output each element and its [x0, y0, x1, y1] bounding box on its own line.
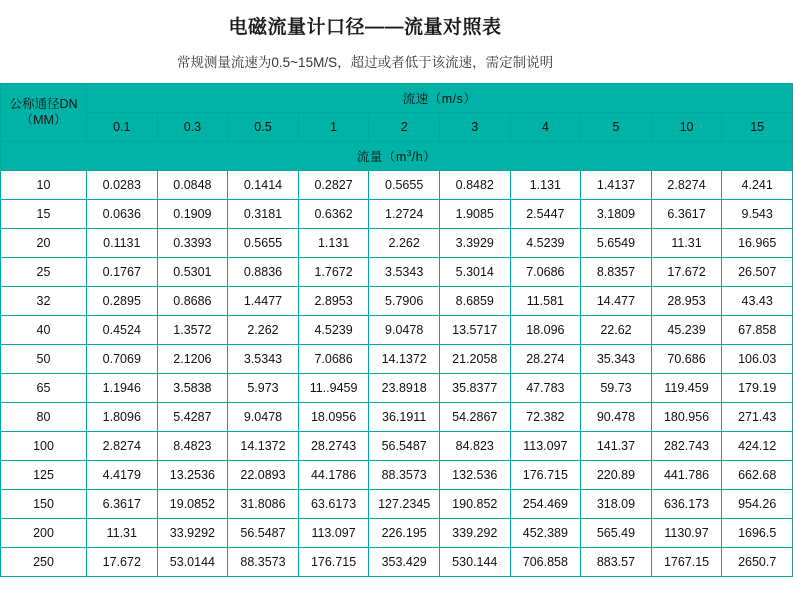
- cell-value: 565.49: [581, 519, 652, 548]
- cell-value: 3.5343: [228, 345, 299, 374]
- cell-value: 4.5239: [298, 316, 369, 345]
- cell-value: 13.2536: [157, 461, 228, 490]
- table-row: [1, 171, 793, 200]
- cell-value: 31.8086: [228, 490, 299, 519]
- header-speed-col-6: 4: [510, 113, 581, 142]
- cell-value: 4.5239: [510, 229, 581, 258]
- cell-value: 353.429: [369, 548, 440, 577]
- cell-value: 0.2827: [298, 171, 369, 200]
- cell-value: 254.469: [510, 490, 581, 519]
- cell-value: 56.5487: [228, 519, 299, 548]
- header-flow: [1, 142, 793, 171]
- cell-value: 13.5717: [439, 316, 510, 345]
- cell-value: 6.3617: [87, 490, 158, 519]
- cell-value: 5.7906: [369, 287, 440, 316]
- cell-value: 0.3181: [228, 200, 299, 229]
- cell-value: 4.241: [722, 171, 793, 200]
- cell-value: 190.852: [439, 490, 510, 519]
- cell-value: 1.131: [298, 229, 369, 258]
- header-speed-col-3: 1: [298, 113, 369, 142]
- cell-value: 0.4524: [87, 316, 158, 345]
- cell-value: 18.0956: [298, 403, 369, 432]
- cell-value: 8.4823: [157, 432, 228, 461]
- cell-value: 8.8357: [581, 258, 652, 287]
- table-row: [1, 403, 793, 432]
- cell-value: 176.715: [298, 548, 369, 577]
- cell-value: 0.2895: [87, 287, 158, 316]
- table-header-row-2: [1, 113, 793, 142]
- cell-value: 11.581: [510, 287, 581, 316]
- header-dn: [1, 84, 87, 142]
- cell-value: 954.26: [722, 490, 793, 519]
- cell-value: 3.1809: [581, 200, 652, 229]
- cell-value: 59.73: [581, 374, 652, 403]
- cell-value: 636.173: [651, 490, 722, 519]
- cell-value: 47.783: [510, 374, 581, 403]
- cell-value: 56.5487: [369, 432, 440, 461]
- cell-value: 2.5447: [510, 200, 581, 229]
- cell-value: 220.89: [581, 461, 652, 490]
- cell-value: 43.43: [722, 287, 793, 316]
- header-speed: 流速（m/s）: [87, 84, 793, 113]
- cell-value: 33.9292: [157, 519, 228, 548]
- cell-value: 141.37: [581, 432, 652, 461]
- cell-value: 883.57: [581, 548, 652, 577]
- cell-value: 14.477: [581, 287, 652, 316]
- cell-value: 2.8274: [87, 432, 158, 461]
- cell-value: 17.672: [651, 258, 722, 287]
- header-speed-col-9: 15: [722, 113, 793, 142]
- cell-value: 2.262: [369, 229, 440, 258]
- cell-value: 2.8953: [298, 287, 369, 316]
- cell-value: 22.62: [581, 316, 652, 345]
- cell-value: 45.239: [651, 316, 722, 345]
- cell-dn: 250: [1, 548, 87, 577]
- cell-value: 88.3573: [228, 548, 299, 577]
- page-title: 电磁流量计口径——流量对照表: [228, 17, 502, 38]
- header-speed-col-7: 5: [581, 113, 652, 142]
- header-flow-suffix: /h）: [411, 150, 437, 164]
- table-body: [1, 171, 793, 577]
- cell-value: 3.5838: [157, 374, 228, 403]
- cell-value: 424.12: [722, 432, 793, 461]
- cell-value: 70.686: [651, 345, 722, 374]
- cell-value: 0.5655: [228, 229, 299, 258]
- header-speed-col-1: 0.3: [157, 113, 228, 142]
- cell-value: 18.096: [510, 316, 581, 345]
- cell-value: 706.858: [510, 548, 581, 577]
- cell-value: 1.131: [510, 171, 581, 200]
- cell-value: 9.0478: [369, 316, 440, 345]
- table-row: [1, 200, 793, 229]
- table-row: [1, 432, 793, 461]
- cell-value: 7.0686: [510, 258, 581, 287]
- cell-value: 23.8918: [369, 374, 440, 403]
- cell-value: 36.1911: [369, 403, 440, 432]
- cell-value: 6.3617: [651, 200, 722, 229]
- cell-value: 54.2867: [439, 403, 510, 432]
- table-row: [1, 519, 793, 548]
- cell-value: 1.7672: [298, 258, 369, 287]
- header-speed-col-2: 0.5: [228, 113, 299, 142]
- cell-value: 28.274: [510, 345, 581, 374]
- cell-value: 2.1206: [157, 345, 228, 374]
- table-row: [1, 345, 793, 374]
- header-flow-sup: 3: [406, 148, 412, 158]
- cell-value: 28.2743: [298, 432, 369, 461]
- table-row: [1, 461, 793, 490]
- cell-value: 1.1946: [87, 374, 158, 403]
- cell-value: 14.1372: [228, 432, 299, 461]
- header-dn-line2: （MM）: [20, 112, 67, 127]
- cell-value: 1.2724: [369, 200, 440, 229]
- cell-value: 1130.97: [651, 519, 722, 548]
- cell-value: 113.097: [298, 519, 369, 548]
- cell-value: 0.6362: [298, 200, 369, 229]
- table-row: [1, 490, 793, 519]
- cell-value: 4.4179: [87, 461, 158, 490]
- cell-value: 0.5301: [157, 258, 228, 287]
- cell-dn: 100: [1, 432, 87, 461]
- cell-value: 44.1786: [298, 461, 369, 490]
- table-row: [1, 229, 793, 258]
- cell-value: 28.953: [651, 287, 722, 316]
- cell-value: 5.973: [228, 374, 299, 403]
- cell-value: 113.097: [510, 432, 581, 461]
- cell-dn: 200: [1, 519, 87, 548]
- cell-value: 9.0478: [228, 403, 299, 432]
- cell-value: 2650.7: [722, 548, 793, 577]
- cell-value: 441.786: [651, 461, 722, 490]
- header-speed-col-4: 2: [369, 113, 440, 142]
- cell-value: 5.6549: [581, 229, 652, 258]
- cell-value: 67.858: [722, 316, 793, 345]
- cell-value: 127.2345: [369, 490, 440, 519]
- cell-dn: 40: [1, 316, 87, 345]
- cell-dn: 32: [1, 287, 87, 316]
- cell-value: 0.1414: [228, 171, 299, 200]
- table-header-row-3: [1, 142, 793, 171]
- cell-value: 1.4137: [581, 171, 652, 200]
- cell-dn: 150: [1, 490, 87, 519]
- cell-value: 8.6859: [439, 287, 510, 316]
- cell-value: 132.536: [439, 461, 510, 490]
- cell-value: 1.8096: [87, 403, 158, 432]
- page-subtitle: 常规测量流速为0.5~15M/S，超过或者低于该流速，需定制说明: [176, 55, 554, 70]
- cell-value: 14.1372: [369, 345, 440, 374]
- cell-value: 88.3573: [369, 461, 440, 490]
- cell-value: 179.19: [722, 374, 793, 403]
- cell-value: 318.09: [581, 490, 652, 519]
- table-row: [1, 287, 793, 316]
- cell-value: 11.31: [651, 229, 722, 258]
- header-dn-line1: 公称通径DN: [9, 96, 78, 111]
- cell-value: 662.68: [722, 461, 793, 490]
- cell-value: 0.1131: [87, 229, 158, 258]
- cell-dn: 80: [1, 403, 87, 432]
- table-row: [1, 258, 793, 287]
- cell-value: 180.956: [651, 403, 722, 432]
- cell-value: 9.543: [722, 200, 793, 229]
- cell-value: 452.389: [510, 519, 581, 548]
- table-header-row-1: [1, 84, 793, 113]
- cell-value: 3.5343: [369, 258, 440, 287]
- cell-value: 0.0848: [157, 171, 228, 200]
- cell-value: 0.8686: [157, 287, 228, 316]
- cell-value: 0.7069: [87, 345, 158, 374]
- cell-value: 17.672: [87, 548, 158, 577]
- cell-value: 11.31: [87, 519, 158, 548]
- cell-value: 1.4477: [228, 287, 299, 316]
- cell-value: 226.195: [369, 519, 440, 548]
- cell-dn: 65: [1, 374, 87, 403]
- cell-value: 176.715: [510, 461, 581, 490]
- cell-value: 0.3393: [157, 229, 228, 258]
- cell-value: 35.343: [581, 345, 652, 374]
- page-root: [0, 12, 777, 600]
- cell-value: 0.8482: [439, 171, 510, 200]
- header-speed-col-0: 0.1: [87, 113, 158, 142]
- cell-value: 0.5655: [369, 171, 440, 200]
- header-speed-col-8: 10: [651, 113, 722, 142]
- cell-value: 1.3572: [157, 316, 228, 345]
- cell-value: 5.3014: [439, 258, 510, 287]
- cell-value: 2.262: [228, 316, 299, 345]
- cell-value: 35.8377: [439, 374, 510, 403]
- cell-value: 1.9085: [439, 200, 510, 229]
- header-speed-col-5: 3: [439, 113, 510, 142]
- cell-value: 282.743: [651, 432, 722, 461]
- flow-rate-table: [0, 83, 793, 577]
- cell-value: 26.507: [722, 258, 793, 287]
- cell-value: 339.292: [439, 519, 510, 548]
- cell-value: 84.823: [439, 432, 510, 461]
- cell-value: 3.3929: [439, 229, 510, 258]
- cell-dn: 15: [1, 200, 87, 229]
- cell-value: 11..9459: [298, 374, 369, 403]
- cell-value: 119.459: [651, 374, 722, 403]
- table-row: [1, 548, 793, 577]
- cell-value: 72.382: [510, 403, 581, 432]
- cell-dn: 25: [1, 258, 87, 287]
- cell-value: 0.1767: [87, 258, 158, 287]
- cell-value: 0.8836: [228, 258, 299, 287]
- table-row: [1, 316, 793, 345]
- cell-value: 271.43: [722, 403, 793, 432]
- cell-value: 90.478: [581, 403, 652, 432]
- cell-value: 2.8274: [651, 171, 722, 200]
- header-flow-prefix: 流量（m: [356, 150, 407, 164]
- cell-value: 106.03: [722, 345, 793, 374]
- cell-value: 22.0893: [228, 461, 299, 490]
- cell-value: 1696.5: [722, 519, 793, 548]
- cell-value: 16.965: [722, 229, 793, 258]
- cell-value: 0.0636: [87, 200, 158, 229]
- cell-dn: 20: [1, 229, 87, 258]
- cell-value: 0.0283: [87, 171, 158, 200]
- cell-value: 0.1909: [157, 200, 228, 229]
- table-row: [1, 374, 793, 403]
- cell-value: 63.6173: [298, 490, 369, 519]
- table-header: [1, 84, 793, 171]
- cell-value: 5.4287: [157, 403, 228, 432]
- cell-dn: 10: [1, 171, 87, 200]
- cell-value: 53.0144: [157, 548, 228, 577]
- cell-dn: 50: [1, 345, 87, 374]
- cell-value: 1767.15: [651, 548, 722, 577]
- cell-value: 19.0852: [157, 490, 228, 519]
- cell-value: 7.0686: [298, 345, 369, 374]
- cell-value: 530.144: [439, 548, 510, 577]
- cell-dn: 125: [1, 461, 87, 490]
- cell-value: 21.2058: [439, 345, 510, 374]
